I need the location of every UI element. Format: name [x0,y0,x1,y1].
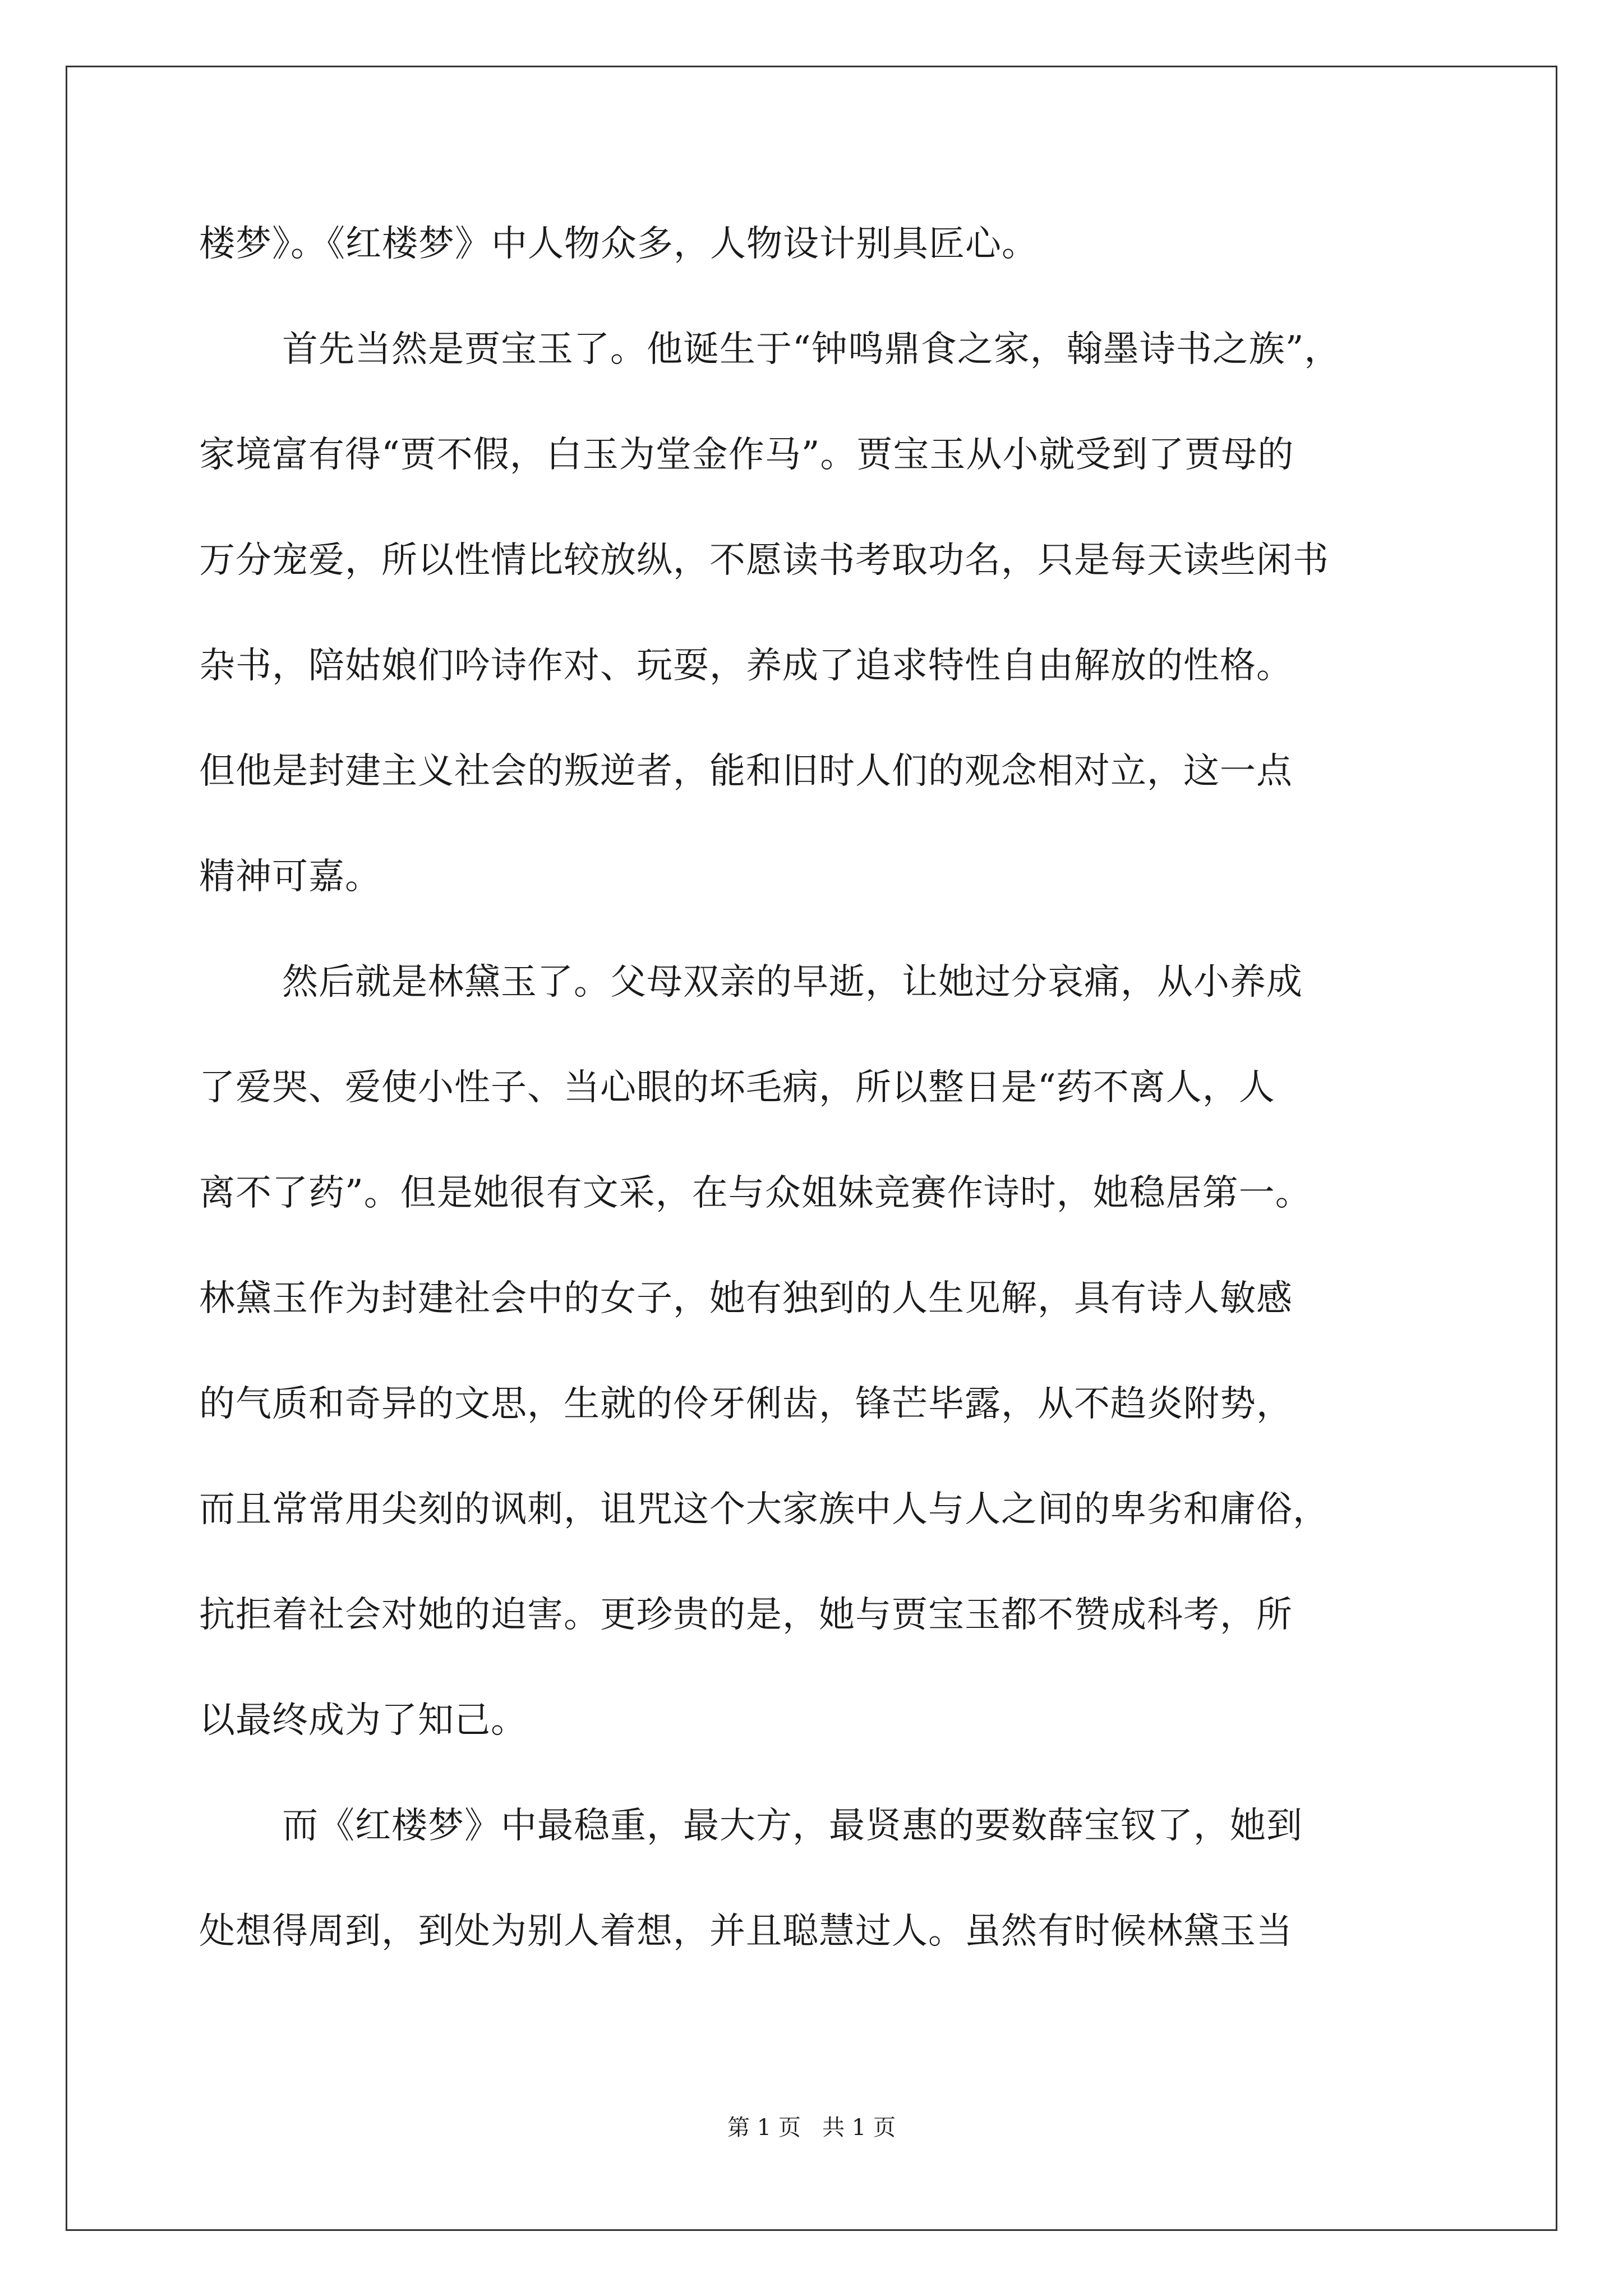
text-line: 精神可嘉。 [199,856,381,898]
text-line: 了爱哭、爱使小性子、当心眼的坏毛病，所以整日是“药不离人，人 [199,1067,1275,1108]
text-line: 离不了药”。但是她很有文采，在与众姐妹竞赛作诗时，她稳居第一。 [199,1172,1312,1214]
text-line: 而且常常用尖刻的讽刺，诅咒这个大家族中人与人之间的卑劣和庸俗， [199,1489,1329,1530]
text-line: 以最终成为了知己。 [199,1700,527,1741]
text-line: 杂书，陪姑娘们吟诗作对、玩耍，养成了追求特性自由解放的性格。 [199,645,1293,687]
text-line: 而《红楼梦》中最稳重，最大方，最贤惠的要数薛宝钗了，她到 [282,1805,1303,1847]
text-line: 家境富有得“贾不假，白玉为堂金作马”。贾宝玉从小就受到了贾母的 [199,434,1294,476]
text-line: 但他是封建主义社会的叛逆者，能和旧时人们的观念相对立，这一点 [199,751,1293,792]
document-body [199,216,1483,2009]
text-line: 林黛玉作为封建社会中的女子，她有独到的人生见解，具有诗人敏感 [199,1278,1293,1319]
text-line: 万分宠爱，所以性情比较放纵，不愿读书考取功名，只是每天读些闲书 [199,540,1329,581]
text-line: 处想得周到，到处为别人着想，并且聪慧过人。虽然有时候林黛玉当 [199,1911,1293,1952]
text-line: 楼梦》。《红楼梦》中人物众多，人物设计别具匠心。 [199,223,1038,265]
text-line: 首先当然是贾宝玉了。他诞生于“钟鸣鼎食之家，翰墨诗书之族”， [282,329,1341,370]
page-number-footer: 第 1 页 共 1 页 [727,2115,896,2141]
text-line: 的气质和奇异的文思，生就的伶牙俐齿，锋芒毕露，从不趋炎附势， [199,1383,1293,1425]
text-line: 然后就是林黛玉了。父母双亲的早逝，让她过分哀痛，从小养成 [282,961,1303,1003]
text-line: 抗拒着社会对她的迫害。更珍贵的是，她与贾宝玉都不赞成科考，所 [199,1594,1293,1636]
